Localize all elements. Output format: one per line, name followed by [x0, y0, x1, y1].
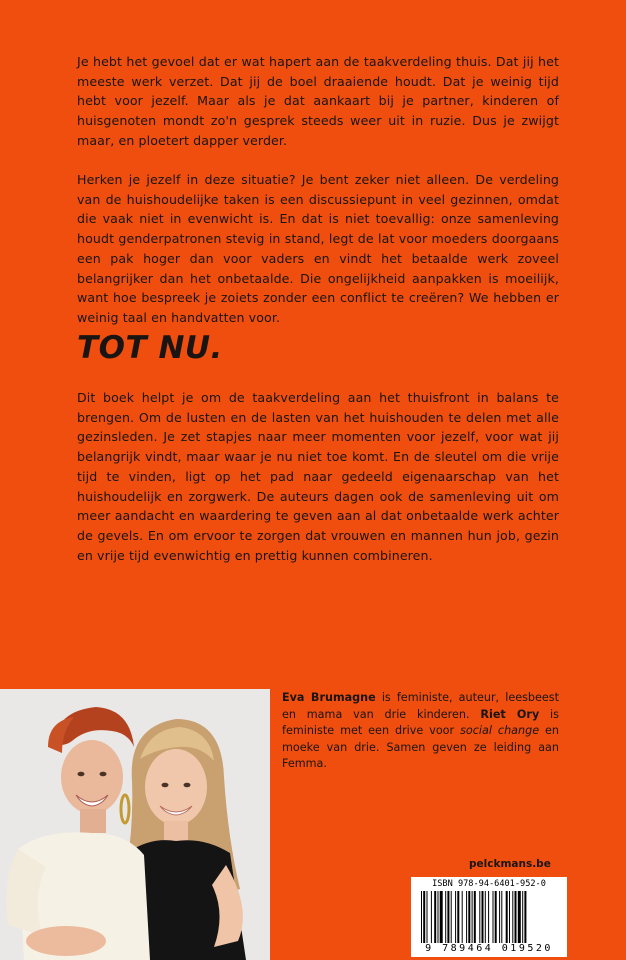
barcode-stripe — [512, 891, 513, 943]
barcode-stripe — [457, 891, 459, 943]
barcode-stripe — [488, 891, 489, 943]
barcode-stripe — [466, 891, 467, 943]
isbn-label: ISBN 978-94-6401-952-0 — [432, 879, 546, 889]
barcode-stripe — [468, 891, 470, 943]
barcode-stripe — [455, 891, 456, 943]
barcode-bars — [419, 891, 563, 943]
barcode-stripe — [434, 891, 436, 943]
barcode-stripe — [479, 891, 480, 943]
barcode-stripe — [423, 891, 425, 943]
book-description-paragraph: Dit boek helpt je om de taakverdeling aan het thuisfront in balans te brengen. Om de lusten en de lasten van het huishouden te delen met alle gezinsleden. Je zet stapjes naar meer momenten voor jezelf, voor wat jij belangrijk vindt, maar waar je nu niet toe komt. En de sleutel om die vrije tijd te vinden, ligt op het pad naar gedeeld eigenaarschap van het huishoudelijk en zorgwerk. De auteurs dagen ook de samenleving uit om meer aandacht en waardering te geven aan al dat onbetaalde werk achter de gevels. En om ervoor te zorgen dat vrouwen en mannen hun job, gezin en vrije tijd evenwichtig en prettig kunnen combineren. — [77, 390, 559, 563]
barcode-stripe — [438, 891, 439, 943]
barcode-stripe — [451, 891, 452, 943]
author-2-bio-part-a: is feministe met een drive voor — [282, 707, 559, 737]
authors-photo — [0, 689, 270, 960]
authors-bio — [282, 690, 559, 773]
barcode-stripe — [427, 891, 428, 943]
authors-photo-illustration — [0, 689, 270, 960]
barcode-stripe — [501, 891, 502, 943]
barcode-block — [411, 877, 567, 957]
intro-paragraph: Je hebt het gevoel dat er wat hapert aan de taakverdeling thuis. Dat jij het meeste werk verzet. Dat jij de boel draaiende houdt. Dat je weinig tijd hebt voor jezelf. Maar als je dat aankaart bij je partner, kinderen of huisgenoten mondt zo'n gesprek steeds weer uit in ruzie. Dus je zwijgt maar, en ploetert dapper verder. — [77, 54, 559, 148]
barcode-stripe — [421, 891, 422, 943]
barcode-stripe — [447, 891, 449, 943]
author-1-bio: is feministe, auteur, leesbeest en mama van drie kinderen. — [282, 691, 560, 721]
author-2-name: Riet Ory — [480, 707, 540, 721]
barcode-stripe — [482, 891, 484, 943]
barcode-stripe — [509, 891, 510, 943]
barcode-stripe — [431, 891, 432, 943]
barcode-stripe — [522, 891, 523, 943]
barcode-stripe — [515, 891, 517, 943]
barcode-stripe — [524, 891, 526, 943]
author-1-name: Eva Brumagne — [282, 691, 376, 704]
barcode-stripe — [445, 891, 446, 943]
barcode-stripe — [499, 891, 500, 943]
tot-nu-heading: TOT NU. — [77, 330, 223, 366]
barcode-digits: 9 789464 019520 — [425, 943, 553, 954]
situation-paragraph: Herken je jezelf in deze situatie? Je bent zeker niet alleen. De verdeling van de huishoudelijke taken is een discussiepunt in veel gezinnen, omdat die vaak niet in evenwicht is. En dat is niet toevallig: onze samenleving houdt genderpatronen stevig in stand, legt de lat voor moeders doorgaans een pak hoger dan voor vaders en vindt het betaalde werk zoveel belangrijker dan het onbetaalde. Die ongelijkheid aanpakken is moeilijk, want hoe bespreek je zoiets zonder een conflict te creëren? We hebben er weinig taal en handvatten voor. — [77, 172, 559, 325]
barcode-stripe — [440, 891, 443, 943]
barcode-stripe — [506, 891, 508, 943]
barcode-stripe — [518, 891, 521, 943]
barcode-stripe — [474, 891, 476, 943]
barcode-stripe — [472, 891, 473, 943]
barcode-stripe — [462, 891, 463, 943]
author-2-bio-italic: social change — [460, 724, 540, 737]
author-2-bio-part-b: en moeke van drie. Samen geven ze leiding aan Femma. — [282, 724, 560, 770]
publisher-website: pelckmans.be — [469, 858, 551, 870]
barcode-stripe — [495, 891, 497, 943]
barcode-stripe — [485, 891, 486, 943]
barcode-stripe — [493, 891, 494, 943]
